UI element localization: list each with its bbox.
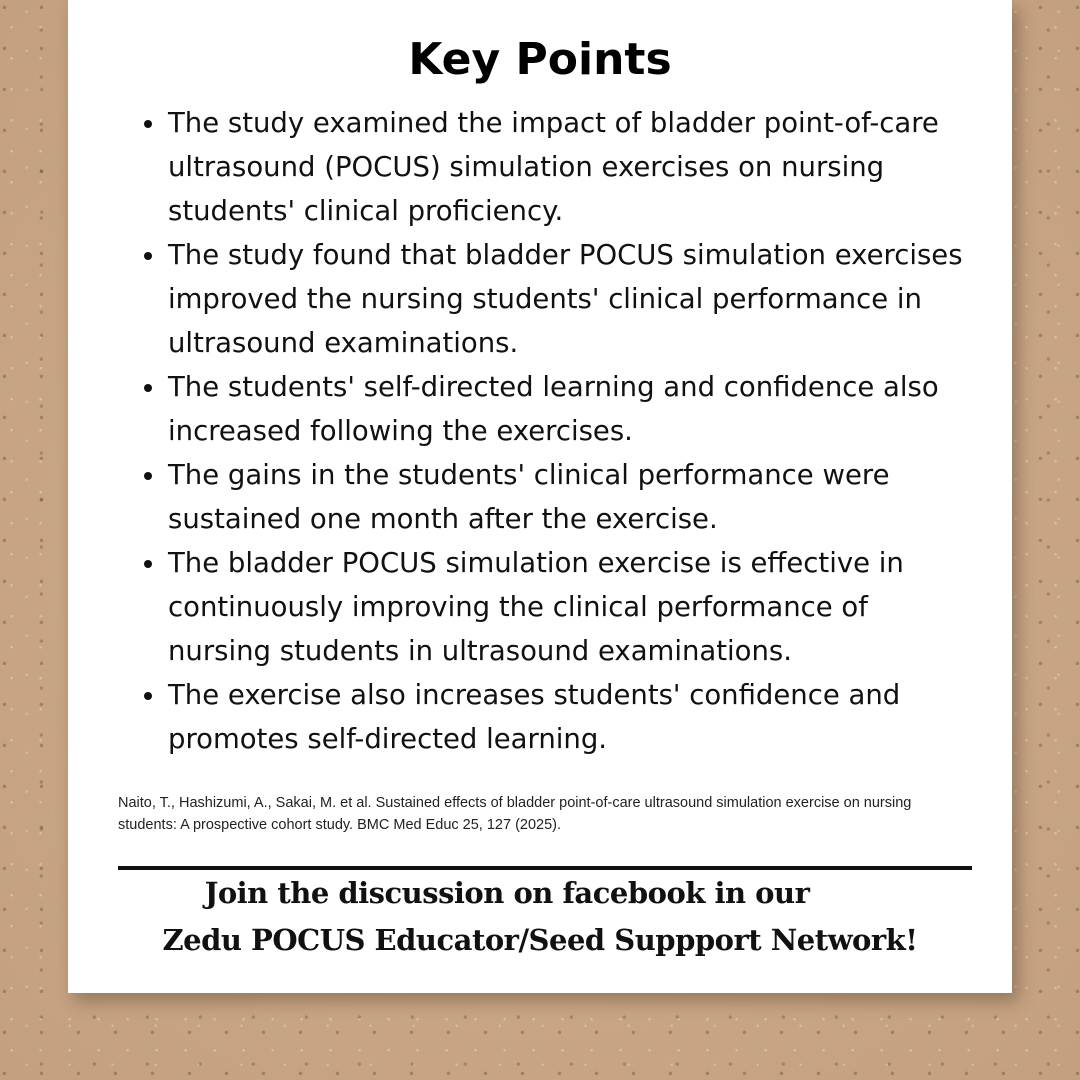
cta-line-1: Join the discussion on facebook in our <box>204 876 810 910</box>
list-item: The exercise also increases students' confidence and promotes self-directed learning. <box>168 673 978 761</box>
cta-line-2: Zedu POCUS Educator/Seed Suppport Network! <box>162 923 918 957</box>
key-points-list <box>168 101 978 761</box>
citation: Naito, T., Hashizumi, A., Sakai, M. et al. Sustained effects of bladder point-of-care ultrasound simulation exercise on nursing students: A prospective cohort study. BMC Med Educ 25, 127 (2025). <box>118 795 912 833</box>
call-to-action <box>68 870 1012 964</box>
list-item: The study examined the impact of bladder point-of-care ultrasound (POCUS) simulation exercises on nursing students' clinical proficiency. <box>168 101 978 233</box>
list-item: The gains in the students' clinical performance were sustained one month after the exercise. <box>168 453 978 541</box>
page-title: Key Points <box>408 34 672 85</box>
list-item: The students' self-directed learning and confidence also increased following the exercises. <box>168 365 978 453</box>
list-item: The study found that bladder POCUS simulation exercises improved the nursing students' clinical performance in ultrasound examinations. <box>168 233 978 365</box>
key-points-card <box>68 0 1012 993</box>
list-item: The bladder POCUS simulation exercise is effective in continuously improving the clinical performance of nursing students in ultrasound examinations. <box>168 541 978 673</box>
